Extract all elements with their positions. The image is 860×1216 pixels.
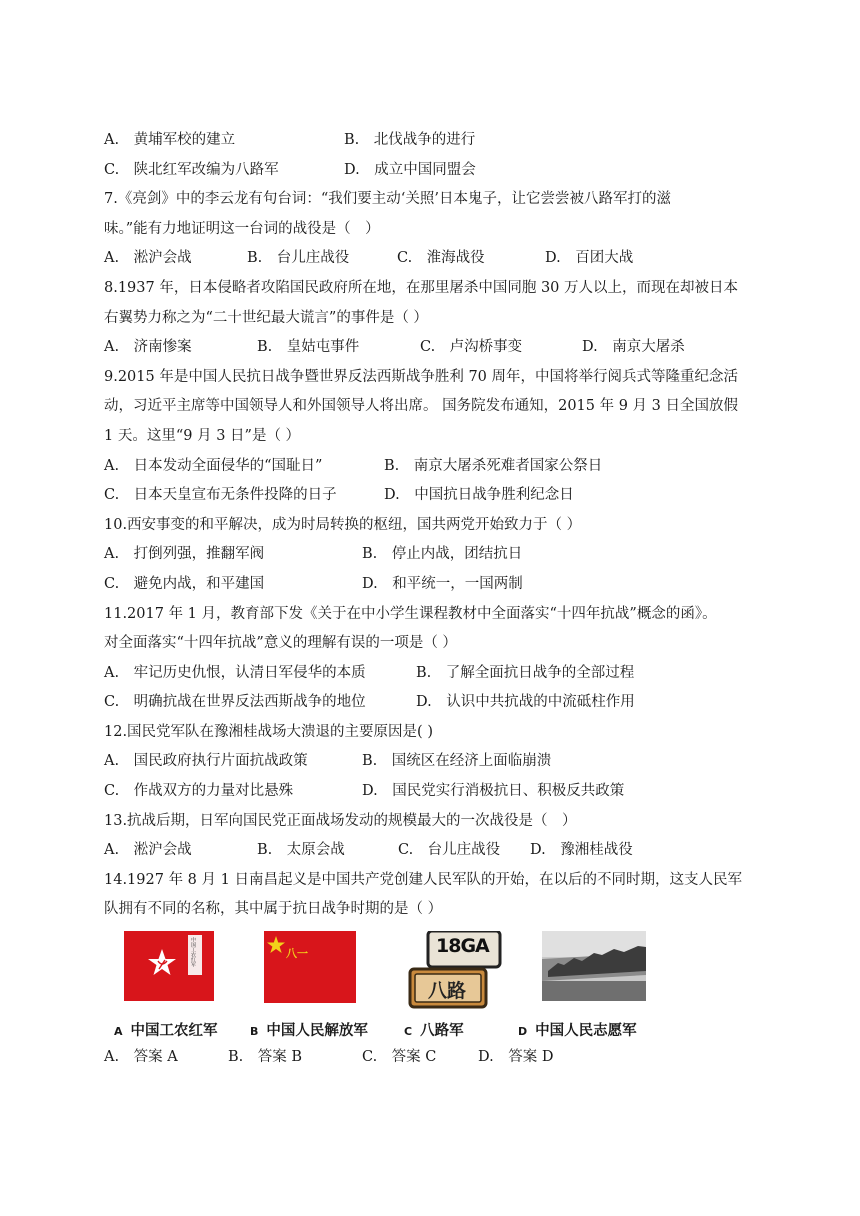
q6-option-a[interactable]: A. 黄埔军校的建立	[104, 132, 236, 148]
eighth-route-army-patch-image	[406, 931, 502, 1011]
q9-option-d[interactable]: D. 中国抗日战争胜利纪念日	[384, 487, 574, 504]
q10-options-row-2	[104, 570, 764, 600]
q11-option-c[interactable]: C. 明确抗战在世界反法西斯战争的地位	[104, 694, 366, 711]
q13-options	[104, 836, 764, 866]
q10-option-c[interactable]: C. 避免内战，和平建国	[104, 575, 265, 592]
q14-option-a[interactable]: A. 答案 A	[104, 1049, 178, 1066]
q13-option-a[interactable]: A. 淞沪会战	[104, 842, 192, 859]
caption-b-text: 中国人民解放军	[266, 1023, 368, 1040]
caption-b-letter: B	[250, 1025, 259, 1039]
q7-stem-line-1: 7.《亮剑》中的李云龙有句台词：“我们要主动‘关照’日本鬼子，让它尝尝被八路军打的滋	[104, 191, 671, 208]
q13-option-c[interactable]: C. 台儿庄战役	[398, 842, 501, 859]
q11-options-row-2	[104, 688, 764, 718]
red-army-flag-svg	[124, 931, 214, 1001]
q13-option-b[interactable]: B. 太原会战	[257, 842, 345, 859]
pla-flag-svg	[264, 931, 356, 1003]
caption-a-text: 中国工农红军	[130, 1023, 218, 1040]
q6-option-c[interactable]: C. 陕北红军改编为八路军	[104, 161, 279, 178]
q8-stem-line-1: 8.1937 年，日本侵略者攻陷国民政府所在地，在那里屠杀中国同胞 30 万人以上，而现在却被日本	[104, 279, 739, 296]
q6-option-d[interactable]: D. 成立中国同盟会	[344, 161, 476, 178]
red-army-flag-image	[124, 931, 214, 1001]
q9-options-row-2	[104, 481, 764, 511]
q10-option-b[interactable]: B. 停止内战，团结抗日	[362, 546, 523, 563]
q9-stem-line-2: 动，习近平主席等中国领导人和外国领导人将出席。 国务院发布通知，2015 年 9 月 3 日全国放假	[104, 398, 739, 415]
q14-option-c[interactable]: C. 答案 C	[362, 1049, 437, 1066]
q12-stem: 12.国民党军队在豫湘桂战场大溃退的主要原因是( )	[104, 723, 433, 740]
q10-stem: 10.西安事变的和平解决，成为时局转换的枢纽，国共两党开始致力于（ ）	[104, 516, 582, 533]
q9-stem-line-1: 9.2015 年是中国人民抗日战争暨世界反法西斯战争胜利 70 周年，中国将举行阅兵式等隆重纪念活	[104, 368, 739, 385]
q9-stem-line-3: 1 天。这里“9 月 3 日”是（ ）	[104, 427, 301, 444]
q7-option-c[interactable]: C. 淮海战役	[397, 250, 485, 267]
q14-option-d[interactable]: D. 答案 D	[478, 1049, 554, 1066]
q11-option-b[interactable]: B. 了解全面抗日战争的全部过程	[416, 664, 635, 681]
q7-option-b[interactable]: B. 台儿庄战役	[247, 250, 350, 267]
pla-flag-text: 八一	[286, 947, 308, 961]
caption-c-letter: C	[404, 1025, 413, 1039]
q8-option-d[interactable]: D. 南京大屠杀	[582, 339, 685, 356]
q10-options-row-1	[104, 540, 764, 570]
caption-d-text: 中国人民志愿军	[535, 1023, 637, 1040]
patch-top-text: 18GA	[436, 935, 489, 958]
volunteer-army-photo-image	[542, 931, 646, 1001]
q11-option-a[interactable]: A. 牢记历史仇恨，认清日军侵华的本质	[104, 664, 366, 681]
q12-option-d[interactable]: D. 国民党实行消极抗日、积极反共政策	[362, 783, 625, 800]
q11-stem-line-1: 11.2017 年 1 月，教育部下发《关于在中小学生课程教材中全面落实“十四年抗战”概念的函》。	[104, 605, 717, 622]
q14-option-b[interactable]: B. 答案 B	[228, 1049, 303, 1066]
question-6-options-row-1	[104, 126, 764, 156]
photo-svg	[542, 931, 646, 1001]
q12-option-a[interactable]: A. 国民政府执行片面抗战政策	[104, 753, 308, 770]
q14-image-row	[104, 931, 764, 1043]
q6-option-b[interactable]: B. 北伐战争的进行	[344, 132, 476, 148]
q14-stem-line-1: 14.1927 年 8 月 1 日南昌起义是中国共产党创建人民军队的开始，在以后的不同时期，这支人民军	[104, 871, 742, 888]
q10-option-d[interactable]: D. 和平统一，一国两制	[362, 575, 523, 592]
q7-options	[104, 244, 764, 274]
caption-d-letter: D	[518, 1025, 528, 1039]
q12-option-c[interactable]: C. 作战双方的力量对比悬殊	[104, 783, 294, 800]
caption-d	[518, 1019, 637, 1040]
pla-flag-image	[264, 931, 356, 1003]
caption-a	[114, 1019, 218, 1040]
q12-options-row-2	[104, 777, 764, 807]
q7-option-a[interactable]: A. 淞沪会战	[104, 250, 192, 267]
q11-stem-line-2: 对全面落实“十四年抗战”意义的理解有误的一项是（ ）	[104, 635, 457, 652]
q8-option-c[interactable]: C. 卢沟桥事变	[420, 339, 523, 356]
q12-options-row-1	[104, 747, 764, 777]
caption-c-text: 八路军	[420, 1023, 464, 1040]
red-army-flag-text: 中国工农红军	[190, 937, 196, 968]
caption-b	[250, 1019, 368, 1040]
exam-page	[104, 126, 764, 1073]
q9-options-row-1	[104, 452, 764, 482]
q10-option-a[interactable]: A. 打倒列强，推翻军阀	[104, 546, 265, 563]
q8-option-a[interactable]: A. 济南惨案	[104, 339, 192, 356]
q13-stem: 13.抗战后期，日军向国民党正面战场发动的规模最大的一次战役是（ ）	[104, 812, 577, 829]
caption-a-letter: A	[114, 1025, 123, 1039]
q7-option-d[interactable]: D. 百团大战	[545, 250, 634, 267]
q8-options	[104, 333, 764, 363]
q7-stem-line-2: 味。”能有力地证明这一台词的战役是（ ）	[104, 220, 380, 237]
patch-bottom-text: 八路	[428, 980, 467, 1003]
question-6-options-row-2	[104, 156, 764, 186]
q14-options	[104, 1043, 764, 1073]
caption-c	[404, 1019, 464, 1040]
q9-option-b[interactable]: B. 南京大屠杀死难者国家公祭日	[384, 457, 603, 474]
q14-stem-line-2: 队拥有不同的名称，其中属于抗日战争时期的是（ ）	[104, 901, 443, 918]
q11-option-d[interactable]: D. 认识中共抗战的中流砥柱作用	[416, 694, 635, 711]
q12-option-b[interactable]: B. 国统区在经济上面临崩溃	[362, 753, 552, 770]
q8-stem-line-2: 右翼势力称之为“二十世纪最大谎言”的事件是（ ）	[104, 309, 428, 326]
q9-option-a[interactable]: A. 日本发动全面侵华的“国耻日”	[104, 457, 323, 474]
q11-options-row-1	[104, 659, 764, 689]
q13-option-d[interactable]: D. 豫湘桂战役	[530, 842, 633, 859]
q9-option-c[interactable]: C. 日本天皇宣布无条件投降的日子	[104, 487, 337, 504]
q8-option-b[interactable]: B. 皇姑屯事件	[257, 339, 360, 356]
